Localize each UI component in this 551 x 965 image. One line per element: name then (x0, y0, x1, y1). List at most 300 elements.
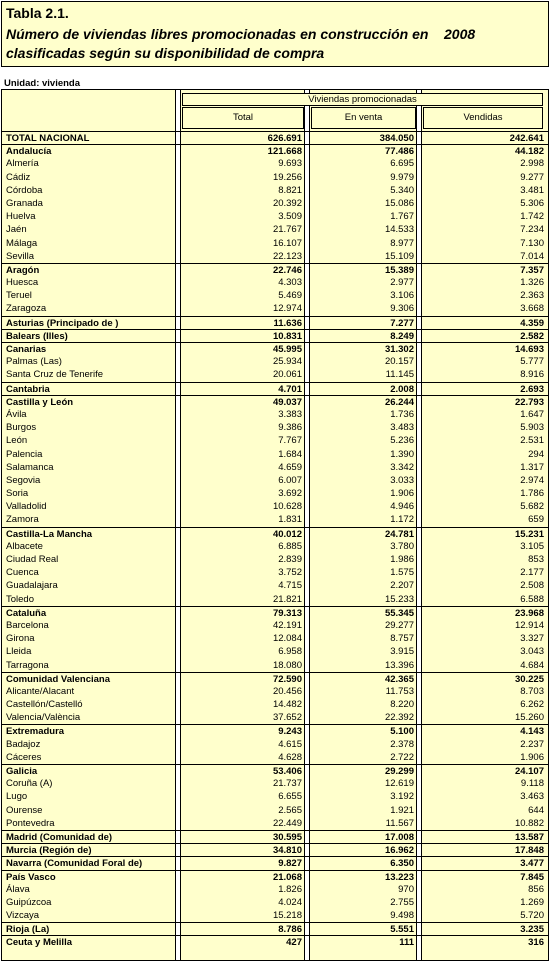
cell-vendidas: 5.777 (520, 356, 544, 368)
cell-en-venta: 8.757 (390, 633, 414, 645)
cell-total: 21.068 (272, 871, 302, 883)
cell-total: 19.256 (272, 171, 302, 183)
table-row (2, 355, 548, 368)
cell-en-venta: 17.008 (384, 831, 414, 843)
table-title: Número de viviendas libres promocionadas en construcción en 2008 clasificadas según su disponibilidad de compra (6, 26, 476, 61)
row-label: Girona (6, 633, 35, 645)
row-label: Valencia/València (6, 712, 81, 724)
row-label: Palmas (Las) (6, 356, 62, 368)
cell-vendidas: 2.998 (520, 158, 544, 170)
row-label: Alicante/Alacant (6, 685, 75, 697)
cell-total: 20.061 (272, 369, 302, 381)
cell-en-venta: 3.192 (390, 791, 414, 803)
cell-total: 3.752 (278, 567, 302, 579)
row-label: Palencia (6, 448, 43, 460)
cell-en-venta: 2.977 (390, 277, 414, 289)
row-label: Castilla-La Mancha (6, 528, 93, 540)
cell-total: 6.885 (278, 540, 302, 552)
table-row (2, 672, 548, 685)
cell-en-venta: 2.378 (390, 738, 414, 750)
row-label: Ourense (6, 804, 43, 816)
cell-vendidas: 1.269 (520, 896, 544, 908)
cell-vendidas: 3.477 (520, 858, 544, 870)
row-label: Burgos (6, 422, 37, 434)
cell-total: 626.691 (267, 133, 302, 144)
cell-vendidas: 15.260 (514, 712, 544, 724)
cell-vendidas: 316 (528, 937, 544, 949)
cell-en-venta: 1.986 (390, 554, 414, 565)
table-row (2, 830, 548, 843)
cell-vendidas: 6.262 (520, 699, 544, 711)
row-label: Balears (Illes) (6, 330, 68, 342)
cell-en-venta: 24.781 (384, 528, 414, 540)
cell-en-venta: 3.033 (390, 474, 414, 486)
table-row (2, 817, 548, 830)
row-label: Zaragoza (6, 303, 47, 315)
cell-vendidas: 1.317 (520, 461, 544, 473)
cell-total: 4.659 (278, 461, 302, 473)
cell-total: 21.767 (272, 224, 302, 236)
cell-en-venta: 3.342 (390, 461, 414, 473)
cell-total: 6.007 (278, 474, 302, 486)
cell-en-venta: 1.172 (390, 514, 414, 526)
table-row (2, 935, 548, 948)
cell-total: 9.693 (278, 158, 302, 170)
row-label: Málaga (6, 237, 38, 249)
row-label: Navarra (Comunidad Foral de) (6, 858, 143, 870)
table-number: Tabla 2.1. (6, 5, 69, 21)
cell-total: 14.482 (272, 699, 302, 711)
cell-vendidas: 7.014 (520, 250, 544, 262)
table-row (2, 263, 548, 276)
cell-total: 121.668 (267, 146, 302, 158)
cell-vendidas: 3.043 (520, 646, 544, 658)
cell-en-venta: 55.345 (384, 607, 414, 619)
cell-vendidas: 2.508 (520, 580, 544, 592)
cell-vendidas: 10.882 (514, 817, 544, 829)
data-table (1, 89, 549, 961)
cell-total: 34.810 (272, 845, 302, 857)
cell-en-venta: 384.050 (379, 133, 414, 144)
row-label: Huelva (6, 211, 36, 223)
table-row (2, 645, 548, 658)
cell-en-venta: 22.392 (384, 712, 414, 724)
row-label: Sevilla (6, 250, 34, 262)
table-row (2, 685, 548, 698)
row-label: Zamora (6, 514, 39, 526)
cell-en-venta: 3.106 (390, 290, 414, 302)
table-row (2, 276, 548, 289)
cell-en-venta: 2.722 (390, 751, 414, 763)
cell-en-venta: 5.340 (390, 184, 414, 196)
cell-total: 30.595 (272, 831, 302, 843)
table-row (2, 157, 548, 170)
cell-vendidas: 15.231 (514, 528, 544, 540)
table-row (2, 302, 548, 315)
cell-en-venta: 1.390 (390, 448, 414, 460)
cell-vendidas: 12.914 (514, 619, 544, 631)
cell-vendidas: 3.463 (520, 791, 544, 803)
row-label: Toledo (6, 593, 34, 605)
row-label: Comunidad Valenciana (6, 673, 110, 685)
row-label: País Vasco (6, 871, 56, 883)
cell-en-venta: 15.233 (384, 593, 414, 605)
cell-en-venta: 1.767 (390, 211, 414, 223)
cell-vendidas: 23.968 (514, 607, 544, 619)
cell-en-venta: 970 (398, 883, 414, 895)
cell-en-venta: 77.486 (384, 146, 414, 158)
row-label: Guipúzcoa (6, 896, 52, 908)
table-row (2, 250, 548, 263)
table-row (2, 342, 548, 355)
cell-en-venta: 15.109 (384, 250, 414, 262)
cell-en-venta: 9.979 (390, 171, 414, 183)
table-row (2, 197, 548, 210)
row-label: Rioja (La) (6, 924, 50, 936)
cell-total: 12.974 (272, 303, 302, 315)
table-row (2, 870, 548, 883)
table-row (2, 711, 548, 724)
cell-en-venta: 3.915 (390, 646, 414, 658)
cell-vendidas: 2.363 (520, 290, 544, 302)
table-row (2, 553, 548, 566)
cell-total: 72.590 (272, 673, 302, 685)
table-row (2, 448, 548, 461)
cell-en-venta: 11.753 (385, 685, 414, 697)
cell-en-venta: 4.946 (390, 501, 414, 513)
table-row (2, 659, 548, 672)
table-row (2, 724, 548, 737)
cell-vendidas: 2.237 (520, 738, 544, 750)
cell-en-venta: 9.306 (390, 303, 414, 315)
row-label: Madrid (Comunidad de) (6, 831, 113, 843)
cell-total: 2.839 (278, 554, 302, 565)
cell-en-venta: 20.157 (384, 356, 414, 368)
cell-total: 8.786 (278, 924, 302, 936)
cell-vendidas: 856 (528, 883, 544, 895)
cell-vendidas: 2.531 (520, 435, 544, 447)
cell-vendidas: 1.786 (520, 488, 544, 500)
table-row (2, 856, 548, 869)
row-label: Barcelona (6, 619, 49, 631)
cell-en-venta: 5.236 (390, 435, 414, 447)
cell-en-venta: 29.299 (384, 766, 414, 777)
row-label: Lleida (6, 646, 32, 658)
cell-vendidas: 1.647 (520, 408, 544, 420)
row-label: Aragón (6, 264, 40, 276)
row-label: Granada (6, 197, 43, 209)
unit-label: Unidad: vivienda (4, 78, 81, 89)
table-row (2, 896, 548, 909)
table-row (2, 606, 548, 619)
cell-total: 6.958 (278, 646, 302, 658)
cell-en-venta: 16.962 (384, 845, 414, 857)
row-label: Tarragona (6, 659, 49, 671)
cell-total: 5.469 (278, 290, 302, 302)
cell-vendidas: 5.903 (520, 422, 544, 434)
table-row (2, 527, 548, 540)
row-label: Galicia (6, 766, 38, 777)
table-row (2, 487, 548, 500)
cell-vendidas: 14.693 (514, 344, 544, 355)
cell-vendidas: 8.703 (520, 685, 544, 697)
cell-total: 4.303 (278, 277, 302, 289)
row-label: Salamanca (6, 461, 54, 473)
table-row (2, 144, 548, 157)
cell-vendidas: 9.277 (520, 171, 544, 183)
row-label: Extremadura (6, 726, 65, 738)
column-header-en-venta: En venta (311, 107, 416, 129)
cell-vendidas: 3.481 (520, 184, 544, 196)
cell-vendidas: 853 (528, 554, 544, 565)
cell-vendidas: 2.693 (520, 383, 544, 395)
table-row (2, 223, 548, 236)
row-label: Canarias (6, 344, 47, 355)
row-label: TOTAL NACIONAL (6, 133, 90, 144)
row-label: Castilla y León (6, 396, 74, 408)
cell-vendidas: 5.306 (520, 197, 544, 209)
row-label: Valladolid (6, 501, 47, 513)
table-row (2, 316, 548, 329)
cell-vendidas: 4.143 (520, 726, 544, 738)
table-row (2, 540, 548, 553)
row-label: Álava (6, 883, 30, 895)
cell-total: 4.615 (278, 738, 302, 750)
cell-vendidas: 3.105 (520, 540, 544, 552)
column-header-total: Total (182, 107, 304, 129)
cell-total: 4.715 (278, 580, 302, 592)
table-row (2, 395, 548, 408)
table-row (2, 368, 548, 381)
cell-en-venta: 2.755 (390, 896, 414, 908)
row-label: Cantabria (6, 383, 50, 395)
row-label: Segovia (6, 474, 41, 486)
cell-total: 9.243 (278, 726, 302, 738)
cell-total: 10.831 (272, 330, 302, 342)
cell-total: 79.313 (272, 607, 302, 619)
cell-vendidas: 17.848 (514, 845, 544, 857)
cell-en-venta: 12.619 (384, 778, 414, 790)
cell-total: 3.692 (278, 488, 302, 500)
row-label: León (6, 435, 28, 447)
cell-vendidas: 8.916 (520, 369, 544, 381)
cell-vendidas: 2.582 (520, 330, 544, 342)
cell-total: 11.636 (273, 317, 302, 329)
cell-total: 42.191 (272, 619, 302, 631)
row-label: Soria (6, 488, 29, 500)
cell-en-venta: 29.277 (384, 619, 414, 631)
table-row (2, 500, 548, 513)
cell-total: 21.821 (272, 593, 302, 605)
table-row (2, 513, 548, 526)
cell-vendidas: 5.720 (520, 910, 544, 922)
row-label: Ceuta y Melilla (6, 937, 72, 949)
cell-total: 3.509 (278, 211, 302, 223)
row-label: Córdoba (6, 184, 43, 196)
cell-total: 1.826 (278, 883, 302, 895)
table-row (2, 909, 548, 922)
group-header: Viviendas promocionadas (182, 93, 543, 106)
row-label: Castellón/Castelló (6, 699, 83, 711)
table-row (2, 421, 548, 434)
cell-en-venta: 31.302 (384, 344, 414, 355)
table-row (2, 883, 548, 896)
cell-total: 21.737 (272, 778, 302, 790)
row-label: Pontevedra (6, 817, 55, 829)
cell-total: 15.218 (272, 910, 302, 922)
cell-vendidas: 44.182 (514, 146, 544, 158)
table-row (2, 619, 548, 632)
row-label: Santa Cruz de Tenerife (6, 369, 103, 381)
row-label: Murcia (Región de) (6, 845, 92, 857)
cell-en-venta: 11.567 (385, 817, 414, 829)
cell-total: 25.934 (272, 356, 302, 368)
cell-en-venta: 26.244 (384, 396, 414, 408)
cell-vendidas: 3.235 (520, 924, 544, 936)
row-label: Teruel (6, 290, 32, 302)
table-row (2, 843, 548, 856)
table-row (2, 738, 548, 751)
table-row (2, 184, 548, 197)
table-row (2, 434, 548, 447)
cell-vendidas: 6.588 (520, 593, 544, 605)
cell-vendidas: 1.326 (520, 277, 544, 289)
table-row (2, 698, 548, 711)
cell-total: 22.123 (272, 250, 302, 262)
cell-en-venta: 9.498 (390, 910, 414, 922)
cell-total: 9.386 (278, 422, 302, 434)
row-label: Ávila (6, 408, 27, 420)
table-row (2, 566, 548, 579)
cell-en-venta: 6.350 (390, 858, 414, 870)
cell-total: 45.995 (272, 344, 302, 355)
cell-total: 9.827 (278, 858, 302, 870)
cell-vendidas: 242.641 (509, 133, 544, 144)
cell-total: 53.406 (272, 766, 302, 777)
table-row (2, 210, 548, 223)
cell-total: 18.080 (272, 659, 302, 671)
cell-en-venta: 5.551 (390, 924, 414, 936)
cell-total: 7.767 (278, 435, 302, 447)
cell-total: 2.565 (278, 804, 302, 816)
cell-en-venta: 1.575 (390, 567, 414, 579)
row-label: Cádiz (6, 171, 31, 183)
table-row (2, 408, 548, 421)
cell-en-venta: 2.207 (390, 580, 414, 592)
cell-total: 22.746 (272, 264, 302, 276)
table-row (2, 289, 548, 302)
cell-total: 1.831 (278, 514, 302, 526)
row-label: Cuenca (6, 567, 39, 579)
table-row (2, 131, 548, 144)
cell-en-venta: 7.277 (390, 317, 414, 329)
cell-total: 3.383 (278, 408, 302, 420)
row-label: Asturias (Principado de ) (6, 317, 119, 329)
cell-en-venta: 1.921 (390, 804, 414, 816)
row-label: Cáceres (6, 751, 42, 763)
row-label: Vizcaya (6, 910, 40, 922)
cell-total: 4.628 (278, 751, 302, 763)
table-row (2, 579, 548, 592)
row-label: Albacete (6, 540, 43, 552)
cell-en-venta: 5.100 (390, 726, 414, 738)
row-label: Ciudad Real (6, 554, 59, 565)
cell-en-venta: 42.365 (384, 673, 414, 685)
cell-total: 49.037 (272, 396, 302, 408)
table-row (2, 171, 548, 184)
cell-en-venta: 1.736 (390, 408, 414, 420)
row-label: Andalucía (6, 146, 52, 158)
cell-vendidas: 24.107 (514, 766, 544, 777)
cell-en-venta: 3.780 (390, 540, 414, 552)
table-row (2, 593, 548, 606)
cell-total: 6.655 (278, 791, 302, 803)
cell-en-venta: 14.533 (384, 224, 414, 236)
cell-en-venta: 6.695 (390, 158, 414, 170)
table-body (2, 131, 548, 949)
cell-vendidas: 7.234 (520, 224, 544, 236)
table-row (2, 764, 548, 777)
cell-total: 4.024 (278, 896, 302, 908)
cell-vendidas: 1.742 (520, 211, 544, 223)
cell-en-venta: 8.977 (390, 237, 414, 249)
cell-total: 20.456 (272, 685, 302, 697)
cell-total: 10.628 (272, 501, 302, 513)
row-label: Lugo (6, 791, 28, 803)
cell-total: 427 (286, 937, 302, 949)
table-header-box (1, 1, 549, 67)
column-header-vendidas: Vendidas (423, 107, 543, 129)
cell-en-venta: 2.008 (390, 383, 414, 395)
cell-total: 1.684 (278, 448, 302, 460)
row-label: Badajoz (6, 738, 41, 750)
cell-vendidas: 22.793 (514, 396, 544, 408)
cell-vendidas: 7.130 (520, 237, 544, 249)
cell-vendidas: 3.668 (520, 303, 544, 315)
cell-vendidas: 4.684 (520, 659, 544, 671)
table-row (2, 922, 548, 935)
cell-en-venta: 13.223 (384, 871, 414, 883)
table-row (2, 804, 548, 817)
cell-total: 4.701 (278, 383, 302, 395)
table-row (2, 632, 548, 645)
cell-vendidas: 4.359 (520, 317, 544, 329)
cell-en-venta: 8.220 (390, 699, 414, 711)
cell-vendidas: 30.225 (514, 673, 544, 685)
cell-vendidas: 644 (528, 804, 544, 816)
table-row (2, 237, 548, 250)
cell-en-venta: 11.145 (385, 369, 414, 381)
cell-total: 8.821 (278, 184, 302, 196)
cell-en-venta: 13.396 (384, 659, 414, 671)
cell-total: 16.107 (272, 237, 302, 249)
cell-total: 22.449 (272, 817, 302, 829)
cell-en-venta: 1.906 (390, 488, 414, 500)
table-row (2, 751, 548, 764)
cell-vendidas: 7.357 (520, 264, 544, 276)
table-row (2, 461, 548, 474)
cell-en-venta: 8.249 (390, 330, 414, 342)
row-label: Almería (6, 158, 39, 170)
cell-en-venta: 3.483 (390, 422, 414, 434)
row-label: Huesca (6, 277, 39, 289)
cell-vendidas: 9.118 (520, 778, 544, 790)
cell-en-venta: 111 (399, 937, 414, 949)
row-label: Guadalajara (6, 580, 58, 592)
cell-vendidas: 2.177 (520, 567, 544, 579)
cell-en-venta: 15.389 (384, 264, 414, 276)
row-label: Jaén (6, 224, 27, 236)
